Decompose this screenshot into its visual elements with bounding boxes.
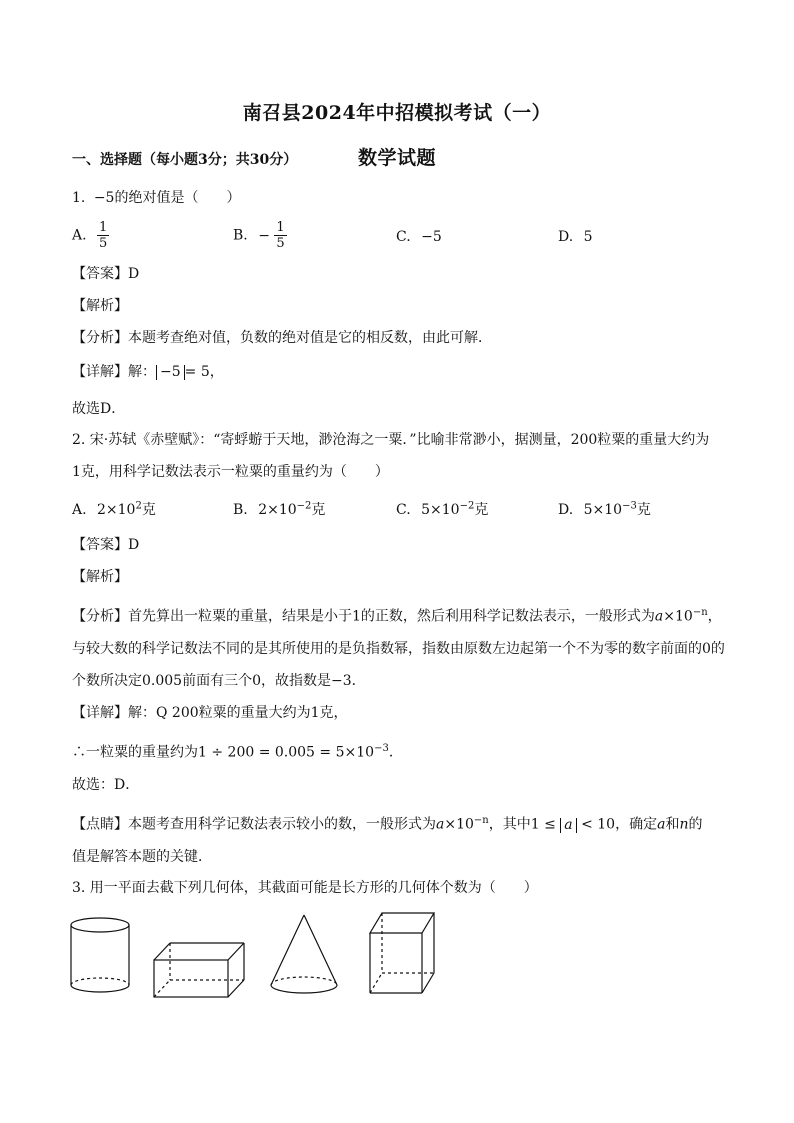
q2-fenxi1-prefix: 【分析】首先算出一粒粟的重量，结果是小于1的正数，然后利用科学记数法表示，一般形式为 [72,608,655,625]
q2-fenxi1-exponent: −n [692,607,708,618]
q1-xiangjie-suffix: = 5， [184,364,224,380]
q2-dianjing-suffix: 的 [688,816,703,833]
q3-stem: 3. 用一平面去截下列几何体，其截面可能是长方形的几何体个数为（ ） [72,880,538,896]
q1-option-c-value: −5 [421,229,442,245]
q2-option-d-exponent: −3 [622,500,637,512]
q2-answer: 【答案】D [72,537,140,553]
q1-stem-text: 的绝对值是（ ） [114,190,241,206]
q2-option-c [396,499,488,519]
q2-option-b-label: B. [233,502,248,518]
q2-fenxi-line3: 个数所决定0.005前面有三个0，故指数是−3． [72,673,366,689]
section-heading: 一、选择题（每小题3分；共30分） [72,152,298,168]
q1-option-c-label: C. [396,229,411,245]
q2-option-b-exponent: −2 [296,500,312,512]
q2-dianjing-base: ×10 [444,816,474,833]
q2-dianjing-variable-a: a [436,816,445,833]
q2-dianjing-variable-a2: a [657,816,666,833]
q1-option-b-denominator: 5 [276,236,285,251]
q1-option-d-label: D. [558,229,574,245]
q1-option-d [558,229,593,245]
q2-dianjing-inequality-right: < 10，确定 [576,816,658,833]
q1-option-b-numerator: 1 [276,220,285,235]
q1-option-b [233,220,287,251]
q2-option-c-exponent: −2 [459,500,475,512]
q2-stem-line2: 1克，用科学记数法表示一粒粟的重量约为（ ） [72,464,389,480]
cylinder-figure [71,918,129,992]
q2-dianjing-line2: 值是解答本题的关键． [72,849,212,865]
exam-subtitle: 数学试题 [357,147,436,169]
exam-title: 南召县2024年中招模拟考试（一） [242,102,552,124]
q2-option-d-label: D. [558,502,574,518]
q2-analysis-label: 【解析】 [72,569,128,585]
q2-option-b-unit: 克 [311,502,326,518]
q1-option-d-value: 5 [583,229,593,245]
q2-option-c-unit: 克 [474,502,489,518]
q2-option-a-exponent: 2 [135,500,142,512]
q2-dianjing-and: 和 [665,816,680,833]
q2-fenxi1-suffix: ， [707,608,722,625]
q2-option-c-base: 5×10 [421,502,460,518]
q2-dianjing-abs-a: a [560,818,576,833]
q2-option-a-base: 2×10 [97,502,136,518]
q1-option-b-sign: − [258,227,270,244]
q1-option-b-label: B. [233,227,248,244]
q2-dianjing-inequality-left: ，其中1 ≤ [488,816,561,833]
q1-xiangjie-abs: −5 [156,365,185,380]
q1-option-a-denominator: 5 [99,236,108,251]
q1-analysis-label: 【解析】 [72,298,128,314]
q1-option-a-numerator: 1 [99,220,108,235]
q2-conclusion: 故选：D． [72,777,140,793]
cuboid-figure [154,943,244,997]
triangular-prism-figure [370,913,434,993]
q1-answer: 【答案】D [72,266,140,282]
q2-dianjing-exponent: −n [473,815,489,826]
q2-option-d-base: 5×10 [583,502,623,518]
q2-xiangjie-line1: 【详解】解：Q 200粒粟的重量大约为1克， [72,705,348,721]
q2-option-a-label: A. [72,502,87,518]
q2-option-b [233,499,325,519]
q1-fenxi: 【分析】本题考查绝对值，负数的绝对值是它的相反数，由此可解． [72,330,492,346]
cone-figure [271,915,337,993]
q1-stem [72,188,240,208]
q2-fenxi-line2: 与较大数的科学记数法不同的是其所使用的是负指数幂，指数由原数左边起第一个不为零的数字前面的0的 [72,641,725,657]
q2-fenxi1-variable-a: a [654,608,664,625]
q2-xiangjie2-prefix: ∴一粒粟的重量约为1 ÷ 200 = 0.005 = 5×10 [72,744,375,761]
q1-number: 1. [72,190,86,206]
q2-option-b-base: 2×10 [258,502,297,518]
q2-dianjing-line1 [72,811,702,835]
q1-option-a-label: A. [72,227,87,244]
q2-dianjing-prefix: 【点睛】本题考查用科学记数法表示较小的数，一般形式为 [72,816,436,833]
q2-option-a [72,499,156,519]
q1-option-a-fraction [97,220,109,251]
q2-fenxi1-base: ×10 [663,608,693,625]
q1-option-c [396,229,442,245]
q1-expression: −5 [93,190,115,206]
q1-xiangjie [72,362,224,382]
q2-option-a-unit: 克 [141,502,156,518]
q2-stem-line1: 2. 宋·苏轼《赤壁赋》：“寄蜉蝣于天地，渺沧海之一粟．”比喻非常渺小，据测量，200粒粟的重量大约为 [72,432,710,448]
q2-dianjing-variable-n: n [679,816,689,833]
q1-option-b-fraction [274,220,286,251]
q1-xiangjie-prefix: 【详解】解： [72,364,156,380]
q1-conclusion: 故选D． [72,401,126,417]
q2-option-d-unit: 克 [636,502,651,518]
q2-xiangjie2-suffix: ． [388,744,403,761]
q2-option-c-label: C. [396,502,411,518]
q2-option-d [558,499,651,519]
q3-figures [60,905,450,1005]
q2-xiangjie2-exponent: −3 [374,743,389,754]
q1-option-a [72,220,109,251]
q2-xiangjie-line2 [72,739,403,763]
q2-fenxi-line1 [72,603,722,627]
